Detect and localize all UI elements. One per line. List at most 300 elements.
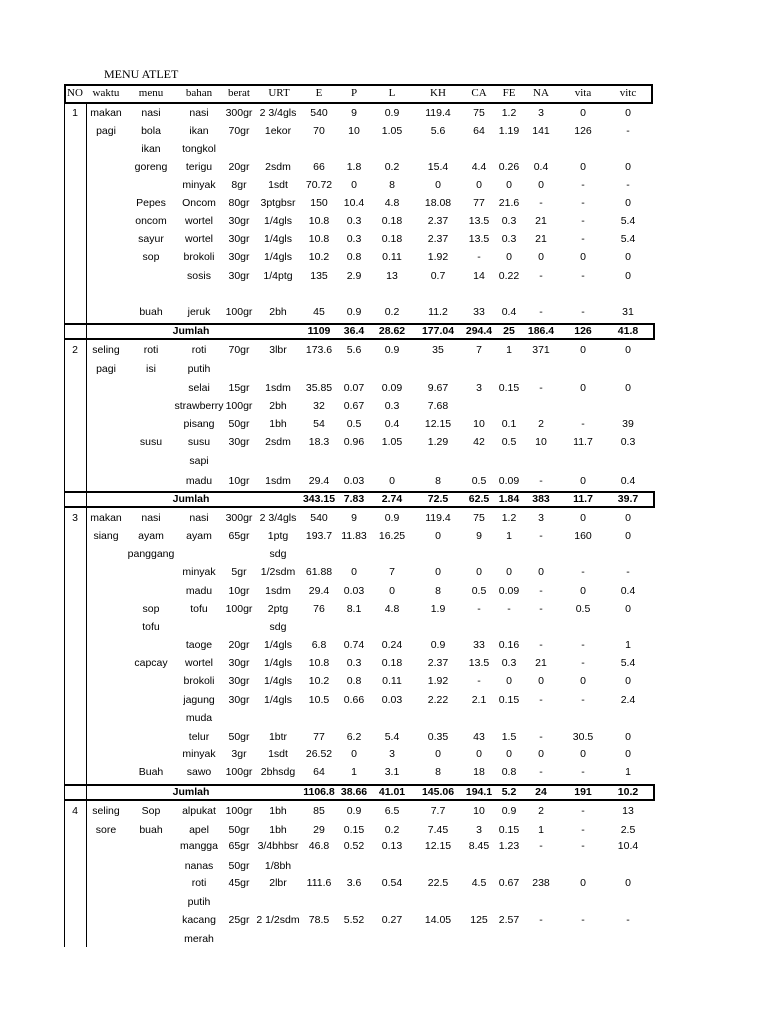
cell-p: 0.8	[346, 675, 362, 687]
cell-urt: 1sdt	[268, 179, 288, 191]
cell-bahan: selai	[188, 382, 210, 394]
cell-fe: 1.2	[501, 512, 517, 524]
subtotal-fe: 5.2	[501, 786, 517, 798]
cell-vitc: 13	[622, 805, 634, 817]
cell-kh: 2.37	[427, 233, 449, 245]
cell-e: 29.4	[308, 585, 330, 597]
cell-vita: -	[581, 914, 585, 926]
cell-l: 0.9	[384, 107, 400, 119]
cell-fe: 0.15	[498, 694, 520, 706]
cell-fe: 1	[506, 530, 512, 542]
cell-ca: 10	[473, 805, 485, 817]
cell-urt: 2bhsdg	[260, 766, 296, 778]
cell-ca: 0.5	[471, 585, 487, 597]
cell-l: 13	[386, 270, 398, 282]
header-bahan: bahan	[185, 87, 213, 99]
cell-berat: 8gr	[231, 179, 247, 191]
cell-vita: 30.5	[572, 731, 594, 743]
cell-menu: bola	[141, 125, 161, 137]
cell-bahan: merah	[184, 933, 214, 945]
subtotal-p: 38.66	[340, 786, 368, 798]
cell-berat: 50gr	[228, 860, 250, 872]
cell-bahan: susu	[187, 436, 211, 448]
cell-kh: 7.7	[430, 805, 446, 817]
cell-p: 0	[351, 179, 357, 191]
cell-bahan: tofu	[190, 603, 208, 615]
cell-ca: 13.5	[468, 657, 490, 669]
subtotal-p: 36.4	[343, 325, 365, 337]
subtotal-ca: 194.1	[465, 786, 493, 798]
cell-ca: 0	[476, 179, 482, 191]
cell-l: 0.11	[382, 251, 402, 263]
cell-kh: 22.5	[427, 877, 449, 889]
cell-e: 135	[310, 270, 328, 282]
cell-berat: 3gr	[231, 748, 247, 760]
cell-vita: -	[581, 805, 585, 817]
cell-urt: 2ptg	[267, 603, 289, 615]
cell-kh: 7.68	[427, 400, 449, 412]
cell-menu: panggang	[127, 548, 175, 560]
cell-vitc: 1	[625, 766, 631, 778]
cell-vitc: 10.4	[617, 840, 639, 852]
cell-berat: 30gr	[228, 657, 250, 669]
cell-menu: ikan	[141, 143, 161, 155]
cell-berat: 300gr	[225, 512, 253, 524]
subtotal-vitc: 41.8	[617, 325, 639, 337]
cell-kh: 18.08	[424, 197, 452, 209]
cell-l: 0.4	[384, 418, 400, 430]
header-vita: vita	[574, 87, 592, 99]
cell-p: 6.2	[346, 731, 362, 743]
cell-vita: 0	[580, 585, 586, 597]
cell-urt: 2sdm	[265, 161, 291, 173]
cell-vita: -	[581, 197, 585, 209]
cell-urt: 1/4gls	[263, 639, 293, 651]
cell-berat: 30gr	[228, 675, 250, 687]
cell-bahan: nasi	[189, 107, 209, 119]
cell-menu: tofu	[142, 621, 160, 633]
cell-fe: 0.3	[501, 657, 517, 669]
cell-urt: 1/4gls	[263, 675, 293, 687]
cell-fe: 0.67	[498, 877, 520, 889]
cell-ca: 75	[473, 107, 485, 119]
cell-l: 0.18	[381, 215, 403, 227]
cell-kh: 1.9	[430, 603, 446, 615]
cell-l: 0.2	[384, 824, 400, 836]
cell-ca: 43	[473, 731, 485, 743]
subtotal-fe: 1.84	[498, 493, 520, 505]
cell-vita: -	[581, 270, 585, 282]
cell-ca: -	[477, 603, 481, 615]
cell-e: 540	[310, 512, 328, 524]
cell-fe: 0.3	[501, 233, 517, 245]
cell-kh: 119.4	[425, 512, 451, 524]
cell-vitc: 5.4	[620, 233, 636, 245]
cell-na: 371	[532, 344, 550, 356]
cell-menu: buah	[139, 306, 163, 318]
cell-vita: -	[581, 179, 585, 191]
cell-urt: 1btr	[268, 731, 288, 743]
cell-menu: nasi	[141, 107, 161, 119]
cell-e: 6.8	[311, 639, 327, 651]
cell-waktu: seling	[92, 805, 120, 817]
cell-p: 0.03	[343, 585, 365, 597]
subtotal-vitc: 10.2	[617, 786, 639, 798]
cell-bahan: sosis	[187, 270, 211, 282]
cell-no: 2	[72, 344, 78, 356]
cell-berat: 30gr	[228, 270, 250, 282]
cell-vita: 0.5	[575, 603, 591, 615]
cell-menu: roti	[143, 344, 159, 356]
cell-na: -	[539, 603, 543, 615]
cell-e: 111.6	[306, 877, 332, 889]
cell-fe: 0	[506, 566, 512, 578]
cell-vita: -	[581, 824, 585, 836]
cell-vita: -	[581, 657, 585, 669]
cell-fe: 0	[506, 675, 512, 687]
cell-l: 0.03	[381, 694, 403, 706]
cell-ca: 4.4	[471, 161, 487, 173]
cell-ca: 7	[476, 344, 482, 356]
cell-vitc: 0	[625, 748, 631, 760]
cell-urt: 1bh	[269, 418, 287, 430]
cell-p: 0.03	[343, 475, 365, 487]
subtotal-l: 2.74	[381, 493, 403, 505]
cell-e: 29.4	[308, 475, 330, 487]
cell-kh: 2.22	[427, 694, 449, 706]
cell-ca: 64	[473, 125, 485, 137]
cell-bahan: nanas	[184, 860, 214, 872]
cell-na: 2	[538, 805, 544, 817]
cell-fe: 0.9	[501, 805, 517, 817]
cell-urt: 3/4bhbsr	[257, 840, 299, 852]
cell-ca: 33	[473, 306, 485, 318]
cell-berat: 65gr	[228, 530, 250, 542]
cell-kh: 8	[435, 475, 441, 487]
cell-fe: 0.8	[501, 766, 517, 778]
cell-fe: 0	[506, 748, 512, 760]
cell-fe: -	[507, 603, 511, 615]
cell-na: -	[539, 475, 543, 487]
cell-urt: 1bh	[269, 824, 287, 836]
header-urt: URT	[268, 87, 290, 99]
cell-l: 0.09	[381, 382, 403, 394]
cell-l: 0	[389, 585, 395, 597]
cell-p: 0.9	[346, 805, 362, 817]
cell-l: 0.3	[384, 400, 400, 412]
cell-vita: 0	[580, 748, 586, 760]
cell-urt: 1/4ptg	[263, 270, 293, 282]
cell-menu: isi	[146, 363, 156, 375]
cell-fe: 0.22	[498, 270, 520, 282]
cell-e: 77	[313, 731, 325, 743]
cell-ca: 125	[470, 914, 488, 926]
cell-vitc: 0	[625, 382, 631, 394]
cell-kh: 2.37	[427, 657, 449, 669]
header-menu: menu	[138, 87, 164, 99]
cell-urt: 1/4gls	[263, 694, 293, 706]
cell-ca: 8.45	[468, 840, 490, 852]
cell-l: 8	[389, 179, 395, 191]
cell-vitc: 31	[622, 306, 634, 318]
cell-fe: 0.5	[501, 436, 517, 448]
cell-berat: 300gr	[225, 107, 253, 119]
cell-vita: 126	[574, 125, 592, 137]
cell-urt: 2 3/4gls	[259, 512, 297, 524]
cell-fe: 0.4	[501, 306, 517, 318]
header-kh: KH	[430, 87, 446, 99]
cell-fe: 0.1	[501, 418, 517, 430]
cell-no: 3	[72, 512, 78, 524]
cell-l: 5.4	[384, 731, 400, 743]
cell-berat: 70gr	[228, 344, 250, 356]
cell-p: 0.07	[343, 382, 365, 394]
cell-p: 10	[348, 125, 360, 137]
cell-e: 10.2	[308, 251, 330, 263]
cell-e: 64	[313, 766, 325, 778]
cell-berat: 65gr	[228, 840, 250, 852]
cell-l: 1.05	[381, 125, 403, 137]
subtotal-kh: 72.5	[427, 493, 449, 505]
no-column-divider	[86, 104, 87, 947]
cell-ca: 10	[473, 418, 485, 430]
cell-vita: 0	[580, 877, 586, 889]
cell-fe: 0	[506, 251, 512, 263]
cell-na: -	[539, 530, 543, 542]
cell-fe: 2.57	[498, 914, 520, 926]
cell-waktu: pagi	[96, 363, 116, 375]
cell-na: 0.4	[533, 161, 549, 173]
cell-e: 54	[313, 418, 325, 430]
cell-vita: -	[581, 639, 585, 651]
header-e: E	[315, 87, 323, 99]
cell-bahan: putih	[187, 363, 211, 375]
cell-menu: buah	[139, 824, 163, 836]
cell-bahan: madu	[185, 475, 213, 487]
cell-kh: 2.37	[427, 215, 449, 227]
cell-urt: 1/2sdm	[260, 566, 296, 578]
cell-urt: 1ekor	[264, 125, 292, 137]
cell-berat: 10gr	[228, 585, 250, 597]
cell-vitc: 0	[625, 512, 631, 524]
cell-bahan: jagung	[183, 694, 215, 706]
cell-p: 0	[351, 748, 357, 760]
cell-vitc: -	[626, 125, 630, 137]
cell-berat: 5gr	[231, 566, 247, 578]
cell-kh: 1.92	[427, 675, 449, 687]
cell-urt: 1/4gls	[263, 251, 293, 263]
cell-kh: 9.67	[427, 382, 449, 394]
cell-vita: -	[581, 233, 585, 245]
cell-urt: sdg	[269, 548, 287, 560]
cell-l: 0.11	[382, 675, 402, 687]
cell-bahan: ikan	[189, 125, 209, 137]
cell-vitc: 0	[625, 197, 631, 209]
cell-vitc: 0.4	[620, 585, 636, 597]
cell-na: -	[539, 197, 543, 209]
subtotal-ca: 294.4	[465, 325, 493, 337]
cell-e: 35.85	[305, 382, 333, 394]
cell-menu: capcay	[134, 657, 168, 669]
cell-vita: -	[581, 215, 585, 227]
cell-na: 141	[532, 125, 550, 137]
cell-vitc: 0	[625, 675, 631, 687]
cell-urt: sdg	[269, 621, 287, 633]
cell-bahan: brokoli	[183, 675, 215, 687]
cell-p: 8.1	[346, 603, 362, 615]
cell-e: 32	[313, 400, 325, 412]
cell-fe: 1.23	[498, 840, 520, 852]
cell-waktu: seling	[92, 344, 120, 356]
subtotal-vita: 11.7	[573, 493, 593, 505]
cell-berat: 100gr	[225, 306, 253, 318]
cell-urt: 2 1/2sdm	[256, 914, 300, 926]
cell-e: 193.7	[305, 530, 333, 542]
cell-p: 1	[351, 766, 357, 778]
cell-menu: sop	[142, 603, 160, 615]
cell-berat: 30gr	[228, 251, 250, 263]
cell-vita: 0	[580, 382, 586, 394]
cell-fe: 0	[506, 179, 512, 191]
cell-kh: 0	[435, 179, 441, 191]
cell-bahan: putih	[187, 896, 211, 908]
cell-e: 76	[313, 603, 325, 615]
cell-bahan: apel	[189, 824, 209, 836]
cell-ca: 0.5	[471, 475, 487, 487]
cell-kh: 0.35	[427, 731, 449, 743]
cell-urt: 2bh	[269, 400, 287, 412]
cell-fe: 0.15	[498, 382, 520, 394]
cell-e: 10.2	[308, 675, 330, 687]
subtotal-ca: 62.5	[468, 493, 490, 505]
cell-na: -	[539, 382, 543, 394]
cell-l: 0.2	[384, 306, 400, 318]
cell-e: 26.52	[305, 748, 333, 760]
cell-na: 0	[538, 179, 544, 191]
cell-ca: 3	[476, 824, 482, 836]
cell-p: 0.66	[343, 694, 365, 706]
cell-p: 1.8	[346, 161, 362, 173]
cell-vitc: 2.4	[620, 694, 636, 706]
cell-p: 0.74	[343, 639, 365, 651]
header-fe: FE	[502, 87, 516, 99]
cell-vitc: 0	[625, 270, 631, 282]
header-p: P	[350, 87, 358, 99]
cell-bahan: kacang	[182, 914, 216, 926]
cell-kh: 0	[435, 566, 441, 578]
cell-vita: 0	[580, 675, 586, 687]
cell-waktu: makan	[90, 107, 122, 119]
cell-menu: susu	[139, 436, 163, 448]
cell-menu: ayam	[138, 530, 164, 542]
subtotal-label: Jumlah	[172, 786, 210, 798]
cell-l: 4.8	[384, 197, 400, 209]
cell-ca: 13.5	[468, 233, 490, 245]
cell-p: 0.3	[346, 657, 362, 669]
cell-vitc: 0	[625, 251, 631, 263]
cell-bahan: sapi	[189, 455, 209, 467]
menu-title: MENU ATLET	[104, 67, 179, 81]
cell-l: 0.9	[384, 344, 400, 356]
cell-p: 3.6	[346, 877, 362, 889]
cell-p: 0.67	[343, 400, 365, 412]
cell-vitc: 2.5	[620, 824, 636, 836]
cell-ca: 13.5	[468, 215, 490, 227]
cell-ca: 2.1	[471, 694, 487, 706]
cell-berat: 20gr	[228, 161, 250, 173]
cell-ca: 0	[476, 566, 482, 578]
left-border-line	[64, 104, 65, 947]
cell-waktu: sore	[95, 824, 117, 836]
subtotal-vitc: 39.7	[617, 493, 639, 505]
cell-na: 3	[538, 512, 544, 524]
cell-ca: 77	[473, 197, 485, 209]
cell-na: 2	[538, 418, 544, 430]
cell-bahan: tongkol	[182, 143, 216, 155]
cell-kh: 0.9	[430, 639, 446, 651]
header-no: NO	[67, 87, 83, 99]
cell-l: 0.18	[381, 657, 403, 669]
cell-berat: 70gr	[228, 125, 250, 137]
subtotal-p: 7.83	[343, 493, 365, 505]
cell-vita: 0	[580, 161, 586, 173]
cell-na: 0	[538, 748, 544, 760]
cell-vitc: 0	[625, 344, 631, 356]
cell-e: 10.8	[308, 215, 330, 227]
cell-e: 85	[313, 805, 325, 817]
cell-vitc: 0	[625, 731, 631, 743]
cell-vita: 0	[580, 107, 586, 119]
cell-fe: 1.2	[501, 107, 517, 119]
cell-vitc: 0	[625, 603, 631, 615]
cell-ca: -	[477, 675, 481, 687]
cell-waktu: pagi	[96, 125, 116, 137]
cell-waktu: makan	[90, 512, 122, 524]
cell-bahan: minyak	[182, 179, 216, 191]
cell-l: 0.9	[384, 512, 400, 524]
cell-menu: oncom	[135, 215, 167, 227]
cell-l: 6.5	[384, 805, 400, 817]
cell-bahan: pisang	[183, 418, 215, 430]
cell-kh: 5.6	[430, 125, 446, 137]
cell-e: 70.72	[305, 179, 333, 191]
cell-na: 0	[538, 675, 544, 687]
cell-na: -	[539, 840, 543, 852]
cell-berat: 45gr	[228, 877, 250, 889]
cell-bahan: mangga	[180, 840, 218, 852]
cell-urt: 2 3/4gls	[259, 107, 297, 119]
cell-kh: 15.4	[427, 161, 449, 173]
cell-e: 46.8	[308, 840, 330, 852]
cell-e: 150	[310, 197, 328, 209]
cell-p: 0.8	[346, 251, 362, 263]
cell-urt: 1sdm	[265, 585, 291, 597]
subtotal-fe: 25	[503, 325, 515, 337]
cell-p: 10.4	[343, 197, 365, 209]
cell-urt: 1/4gls	[263, 657, 293, 669]
cell-ca: 42	[473, 436, 485, 448]
cell-vita: 11.7	[573, 436, 593, 448]
cell-l: 0.2	[384, 161, 400, 173]
subtotal-vita: 126	[574, 325, 592, 337]
subtotal-na: 24	[535, 786, 547, 798]
cell-bahan: alpukat	[182, 805, 216, 817]
cell-e: 10.5	[308, 694, 330, 706]
cell-kh: 119.4	[425, 107, 451, 119]
cell-bahan: wortel	[184, 215, 213, 227]
cell-l: 0	[389, 475, 395, 487]
cell-vitc: 0.4	[620, 475, 636, 487]
